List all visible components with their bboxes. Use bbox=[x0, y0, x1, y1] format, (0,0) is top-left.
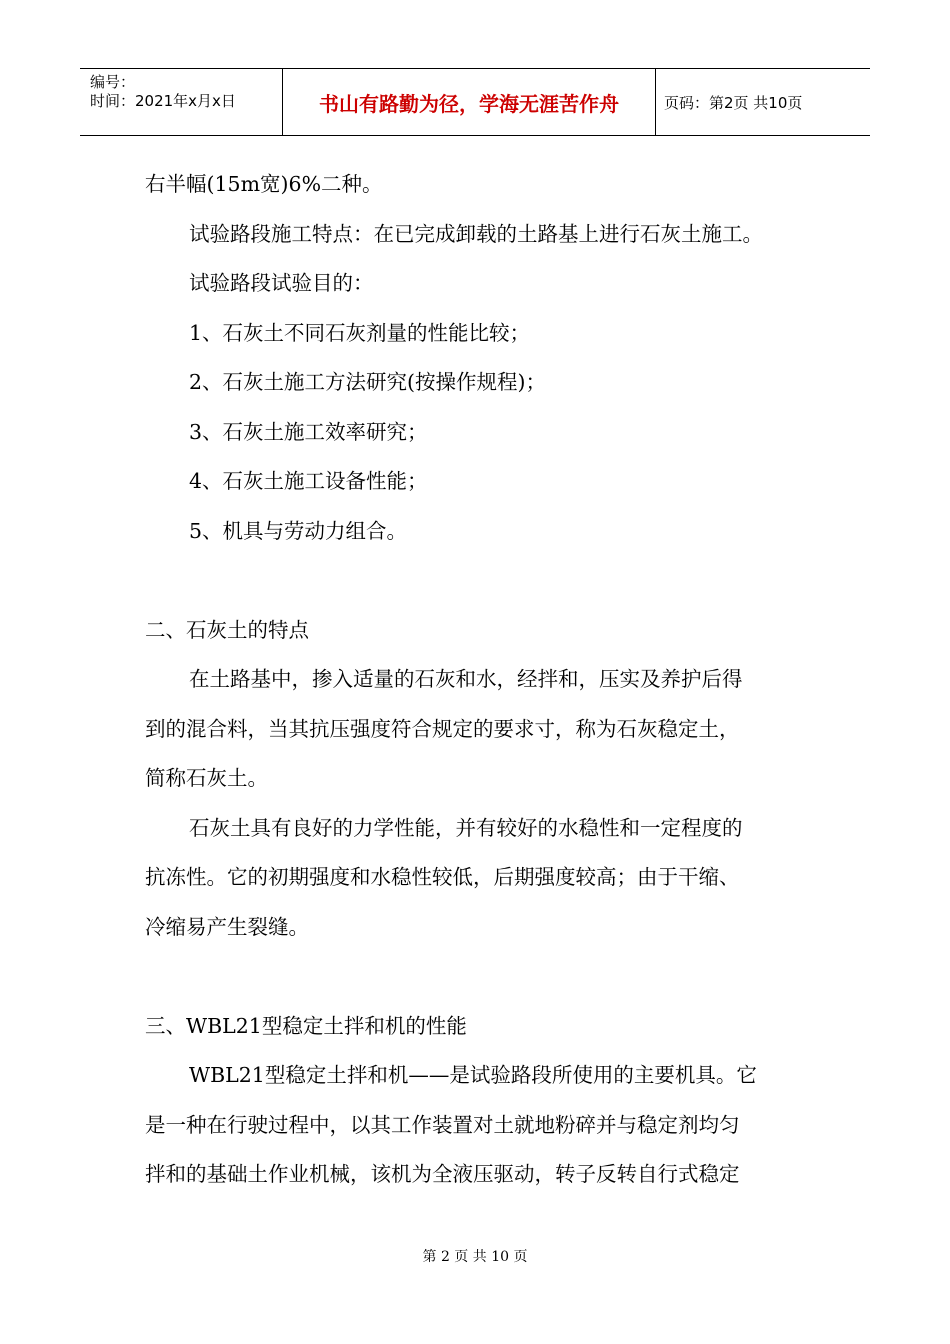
time-label: 时间：2021年x月x日 bbox=[90, 92, 236, 110]
code-label: 编号： bbox=[90, 73, 136, 91]
list-item: 2、石灰土施工方法研究(按操作规程)； bbox=[189, 370, 547, 394]
section-heading: 三、WBL21型稳定土拌和机的性能 bbox=[145, 1013, 467, 1038]
paragraph-line: 是一种在行驶过程中，以其工作装置对土就地粉碎并与稳定剂均匀 bbox=[145, 1112, 740, 1137]
paragraph-line: 在土路基中，掺入适量的石灰和水，经拌和，压实及养护后得 bbox=[189, 667, 743, 691]
section-heading: 二、石灰土的特点 bbox=[145, 617, 309, 642]
page-header bbox=[80, 68, 870, 136]
paragraph-line: WBL21型稳定土拌和机——是试验路段所使用的主要机具。它 bbox=[189, 1063, 757, 1087]
paragraph-line: 简称石灰土。 bbox=[145, 766, 268, 790]
paragraph-line: 冷缩易产生裂缝。 bbox=[145, 914, 309, 939]
header-meta-cell bbox=[80, 69, 282, 135]
paragraph-line: 到的混合料，当其抗压强度符合规定的要求寸，称为石灰稳定土， bbox=[145, 716, 740, 741]
paragraph-line: 石灰土具有良好的力学性能，并有较好的水稳性和一定程度的 bbox=[189, 815, 743, 840]
list-item: 3、石灰土施工效率研究； bbox=[189, 419, 428, 444]
list-item: 4、石灰土施工设备性能； bbox=[189, 469, 428, 493]
paragraph-line: 抗冻性。它的初期强度和水稳性较低，后期强度较高；由于干缩、 bbox=[145, 865, 740, 889]
page-info: 页码：第2页 共10页 bbox=[664, 93, 803, 112]
header-motto-cell bbox=[282, 69, 656, 135]
document-body bbox=[145, 160, 810, 1200]
paragraph-line: 拌和的基础土作业机械，该机为全液压驱动，转子反转自行式稳定 bbox=[145, 1162, 740, 1186]
page-footer bbox=[0, 1246, 950, 1266]
list-item: 5、机具与劳动力组合。 bbox=[189, 518, 408, 543]
spacer bbox=[145, 556, 810, 606]
footer-page-number: 第 2 页 共 10 页 bbox=[422, 1249, 528, 1265]
motto-text: 书山有路勤为径，学海无涯苦作舟 bbox=[319, 91, 619, 116]
body-line: 右半幅(15m宽)6%二种。 bbox=[145, 172, 383, 196]
header-page-cell bbox=[656, 69, 870, 135]
list-item: 1、石灰土不同石灰剂量的性能比较； bbox=[189, 320, 531, 345]
body-line: 试验路段试验目的： bbox=[189, 271, 374, 295]
body-line: 试验路段施工特点：在已完成卸载的土路基上进行石灰土施工。 bbox=[189, 221, 763, 246]
spacer bbox=[145, 952, 810, 1002]
